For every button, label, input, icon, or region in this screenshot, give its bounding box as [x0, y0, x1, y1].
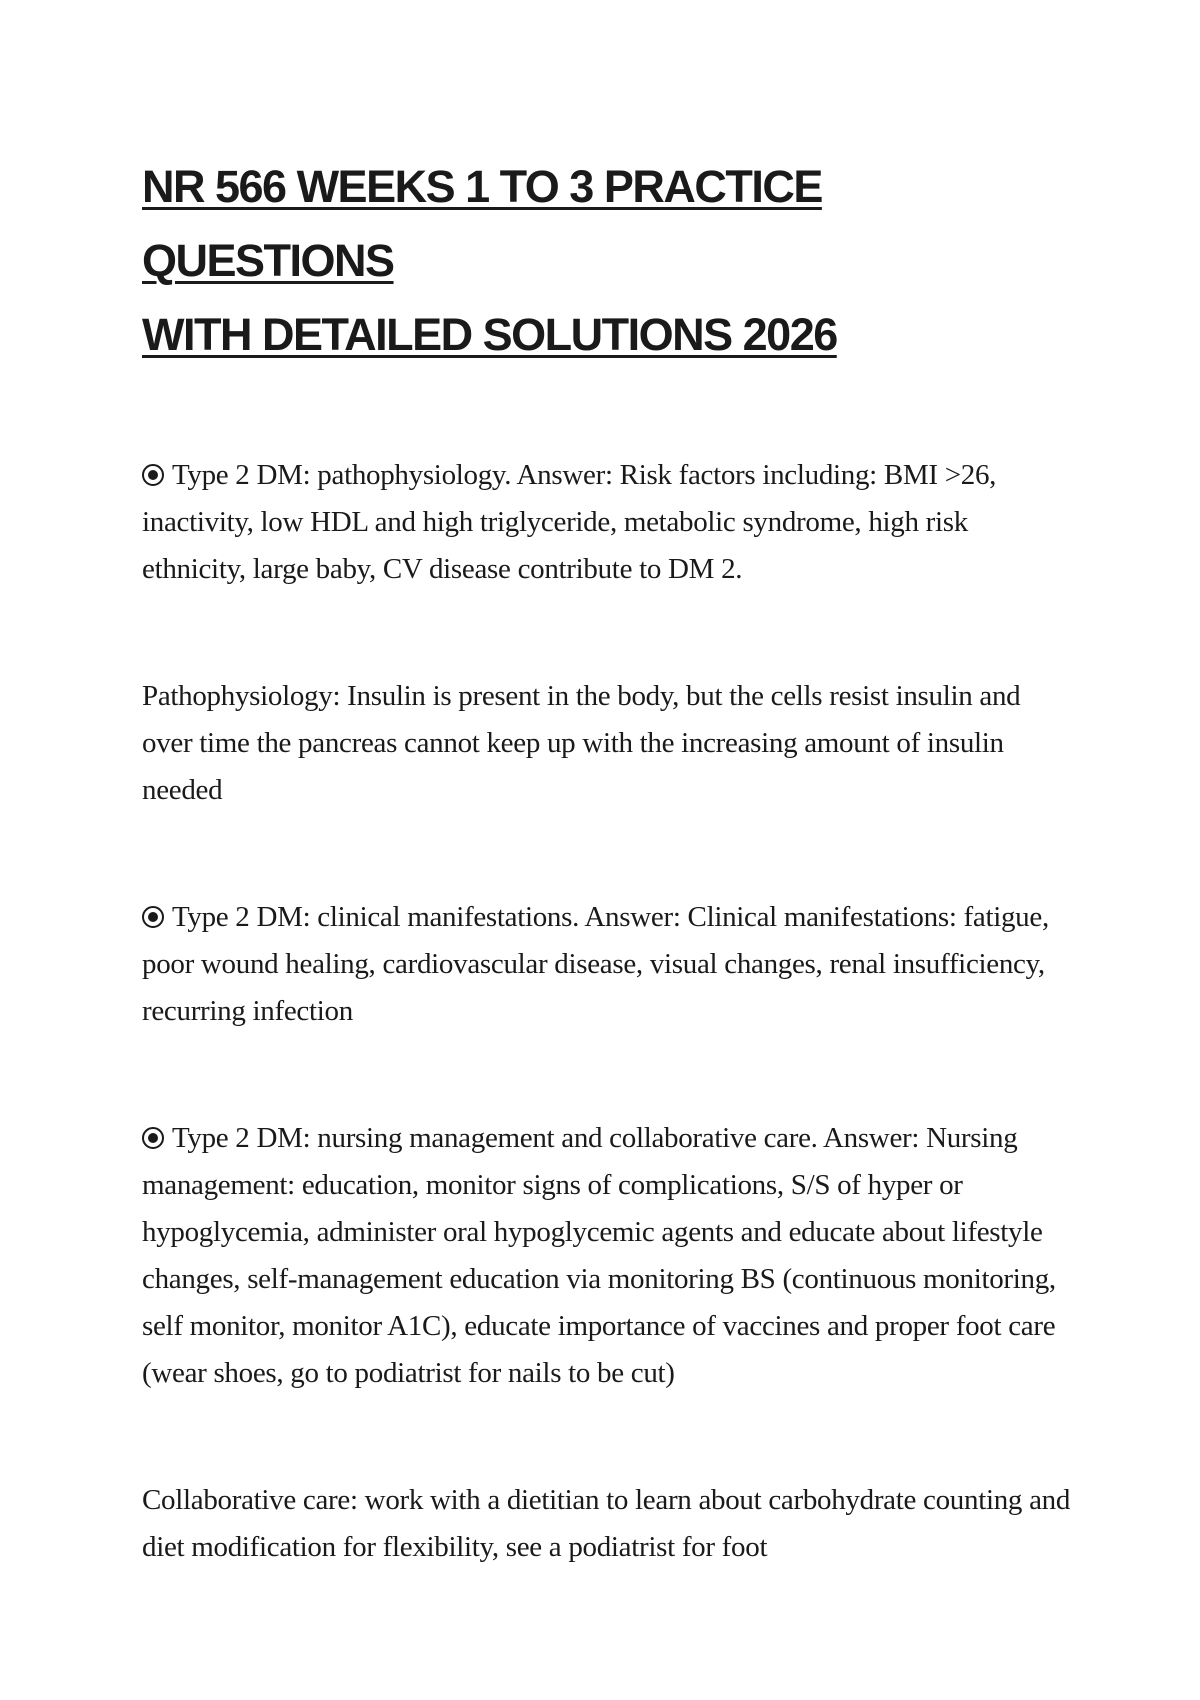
title-line-2: WITH DETAILED SOLUTIONS 2026	[142, 309, 837, 360]
answer-paragraph	[142, 673, 1072, 814]
paragraph-text: Type 2 DM: pathophysiology. Answer: Risk factors including: BMI >26, inactivity, low HDL and high triglyceride, metabolic syndrome, high risk ethnicity, large baby, CV disease contribute to DM 2.	[142, 459, 997, 585]
radio-bullet-icon	[142, 464, 164, 486]
question-paragraph	[142, 452, 1072, 593]
paragraph-text: Type 2 DM: nursing management and collaborative care. Answer: Nursing management: education, monitor signs of complications, S/S of hyper or hypoglycemia, administer oral hypoglycemic agents and educate about lifestyle changes, self-management education via monitoring BS (continuous monitoring, self monitor, monitor A1C), educate importance of vaccines and proper foot care (wear shoes, go to podiatrist for nails to be cut)	[142, 1122, 1056, 1389]
question-paragraph	[142, 894, 1072, 1035]
document-title	[142, 150, 1072, 372]
document-page	[142, 150, 1072, 1571]
title-line-1: NR 566 WEEKS 1 TO 3 PRACTICE QUESTIONS	[142, 161, 822, 286]
radio-bullet-icon	[142, 906, 164, 928]
question-paragraph	[142, 1115, 1072, 1397]
paragraph-text: Pathophysiology: Insulin is present in the body, but the cells resist insulin and over time the pancreas cannot keep up with the increasing amount of insulin needed	[142, 680, 1021, 806]
paragraph-text: Collaborative care: work with a dietitian to learn about carbohydrate counting and diet modification for flexibility, see a podiatrist for foot	[142, 1484, 1071, 1563]
radio-bullet-icon	[142, 1127, 164, 1149]
answer-paragraph	[142, 1477, 1072, 1571]
paragraph-text: Type 2 DM: clinical manifestations. Answer: Clinical manifestations: fatigue, poor wound healing, cardiovascular disease, visual changes, renal insufficiency, recurring infection	[142, 901, 1049, 1027]
